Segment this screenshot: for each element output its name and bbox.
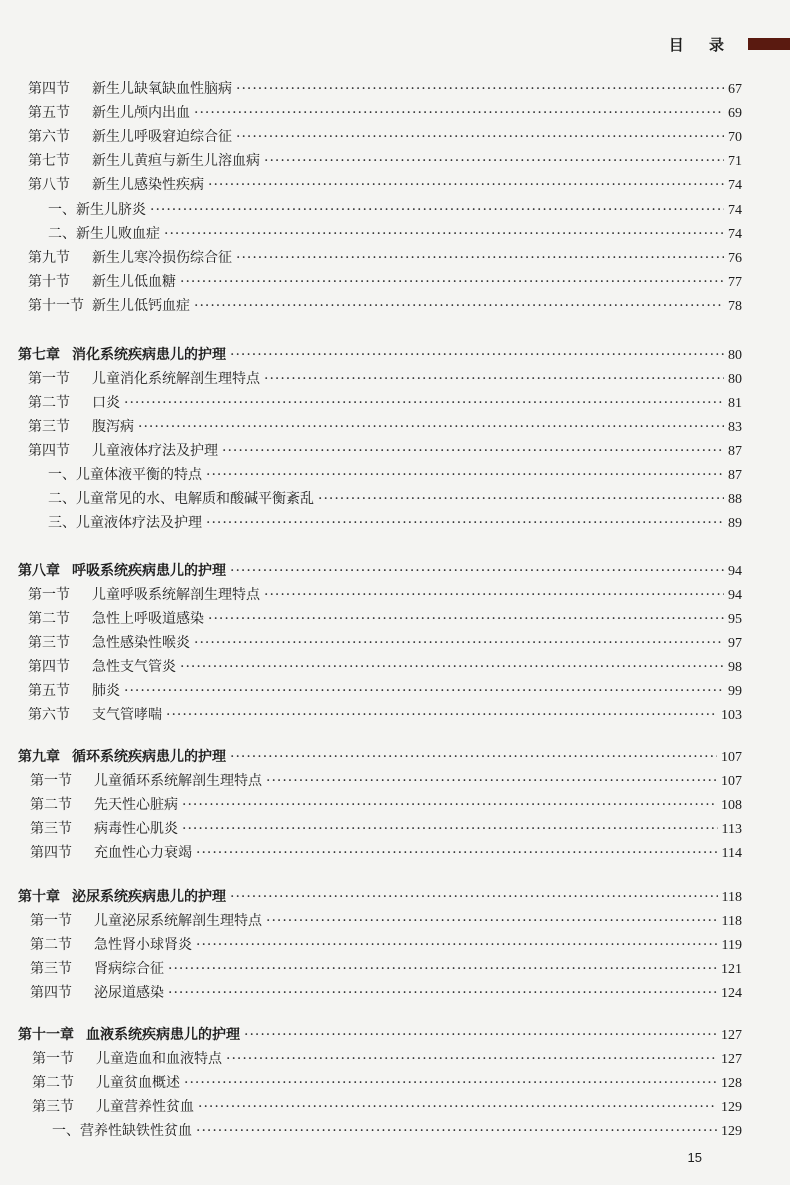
toc-page-number: 107 [721,750,742,765]
toc-entry-label [28,128,232,146]
toc-entry-title: 口炎 [92,395,120,411]
toc-page-number: 76 [728,251,742,266]
toc-subsection-row [48,466,742,484]
toc-leader-dots [196,844,718,862]
toc-entry-title: 儿童贫血概述 [96,1075,180,1091]
toc-page-number: 98 [728,660,742,675]
toc-page-number: 74 [728,178,742,193]
toc-leader-dots [206,514,724,532]
toc-entry-title: 病毒性心肌炎 [94,821,178,837]
toc-entry-title: 泌尿系统疾病患儿的护理 [72,889,226,905]
toc-leader-dots [318,490,724,508]
toc-entry-number: 第十节 [28,274,70,290]
toc-entry-label [28,682,120,700]
toc-entry-label [28,586,260,604]
toc-entry-label [30,796,178,814]
toc-entry-number: 第四节 [30,845,72,861]
toc-page-number: 78 [728,299,742,314]
toc-leader-dots [182,796,717,814]
toc-entry-label [30,844,192,862]
toc-entry-title: 新生儿呼吸窘迫综合征 [92,129,232,145]
toc-section-row [28,586,742,604]
toc-leader-dots [138,418,724,436]
toc-section-row [28,297,742,315]
toc-section-row [30,772,742,790]
toc-section-row [30,936,742,954]
toc-section-row [32,1074,742,1092]
toc-entry-title: 新生儿低钙血症 [92,298,190,314]
toc-entry-label [48,490,314,508]
toc-subsection-row [48,514,742,532]
toc-page-number: 80 [728,372,742,387]
toc-entry-label [48,225,160,243]
toc-leader-dots [206,466,724,484]
toc-entry-number: 第三节 [30,821,72,837]
toc-entry-label [28,418,134,436]
toc-entry-label [28,249,232,267]
toc-entry-number: 第十章 [18,889,60,905]
toc-entry-title: 充血性心力衰竭 [94,845,192,861]
toc-leader-dots [124,682,724,700]
toc-chapter-row [18,748,742,766]
toc-entry-title: 新生儿寒冷损伤综合征 [92,250,232,266]
toc-page-number: 89 [728,516,742,531]
toc-entry-number: 第一节 [32,1051,74,1067]
toc-leader-dots [266,912,718,930]
toc-entry-number: 第六节 [28,707,70,723]
toc-page-number: 97 [728,636,742,651]
toc-entry-title: 消化系统疾病患儿的护理 [72,347,226,363]
toc-entry-number: 第四节 [28,443,70,459]
toc-entry-label [30,936,192,954]
toc-section-row [30,984,742,1002]
toc-entry-title: 儿童泌尿系统解剖生理特点 [94,913,262,929]
toc-entry-number: 第三节 [28,635,70,651]
toc-entry-title: 二、新生儿败血症 [48,226,160,242]
toc-entry-title: 儿童消化系统解剖生理特点 [92,371,260,387]
toc-entry-title: 儿童呼吸系统解剖生理特点 [92,587,260,603]
toc-entry-title: 二、儿童常见的水、电解质和酸碱平衡紊乱 [48,491,314,507]
toc-section-row [28,273,742,291]
toc-entry-number: 第一节 [28,371,70,387]
toc-leader-dots [230,888,718,906]
toc-leader-dots [208,610,724,628]
toc-page-number: 71 [728,154,742,169]
toc-leader-dots [264,152,724,170]
toc-leader-dots [266,772,717,790]
toc-leader-dots [184,1074,717,1092]
toc-leader-dots [236,128,724,146]
toc-entry-label [18,562,226,580]
toc-section-row [28,634,742,652]
toc-section-row [28,682,742,700]
toc-section-row [32,1098,742,1116]
toc-entry-number: 第七节 [28,153,70,169]
toc-leader-dots [236,249,724,267]
toc-page-number: 128 [721,1076,742,1091]
toc-section-row [30,796,742,814]
toc-leader-dots [230,748,717,766]
toc-entry-label [28,634,190,652]
toc-entry-label [28,273,176,291]
toc-entry-label [28,442,218,460]
toc-entry-label [32,1050,222,1068]
toc-entry-title: 儿童液体疗法及护理 [92,443,218,459]
toc-entry-title: 新生儿感染性疾病 [92,177,204,193]
toc-entry-number: 第二节 [30,937,72,953]
toc-entry-label [28,80,232,98]
toc-subsection-row [48,490,742,508]
toc-leader-dots [230,346,724,364]
toc-entry-label [28,104,190,122]
toc-page-number: 129 [721,1100,742,1115]
toc-entry-title: 三、儿童液体疗法及护理 [48,515,202,531]
toc-entry-label [28,176,204,194]
toc-page-number: 81 [728,396,742,411]
toc-page-number: 77 [728,275,742,290]
toc-entry-label [28,152,260,170]
toc-chapter-row [18,562,742,580]
toc-entry-number: 第四节 [30,985,72,1001]
toc-entry-title: 血液系统疾病患儿的护理 [86,1027,240,1043]
toc-section-row [28,658,742,676]
toc-entry-label [30,820,178,838]
toc-page-number: 119 [721,938,742,953]
toc-page-number: 118 [721,914,742,929]
toc-entry-label [30,912,262,930]
toc-entry-number: 第一节 [30,913,72,929]
toc-leader-dots [264,370,724,388]
toc-section-row [28,80,742,98]
toc-page-number: 87 [728,444,742,459]
toc-entry-title: 急性感染性喉炎 [92,635,190,651]
toc-entry-number: 第六节 [28,129,70,145]
toc-entry-label [30,984,164,1002]
toc-page-number: 121 [721,962,742,977]
toc-subsection-row [48,225,742,243]
toc-entry-number: 第九章 [18,749,60,765]
toc-leader-dots [182,820,718,838]
toc-page-number: 94 [728,588,742,603]
toc-entry-title: 一、儿童体液平衡的特点 [48,467,202,483]
toc-leader-dots [150,201,724,219]
toc-entry-title: 支气管哮喘 [92,707,162,723]
toc-leader-dots [236,80,724,98]
toc-entry-number: 第四节 [28,659,70,675]
toc-entry-number: 第三节 [30,961,72,977]
toc-leader-dots [180,658,724,676]
toc-entry-title: 新生儿颅内出血 [92,105,190,121]
toc-entry-title: 循环系统疾病患儿的护理 [72,749,226,765]
toc-entry-number: 第五节 [28,105,70,121]
toc-section-row [28,249,742,267]
toc-page-number: 83 [728,420,742,435]
toc-entry-label [32,1098,194,1116]
toc-page-number: 107 [721,774,742,789]
toc-entry-title: 新生儿缺氧缺血性脑病 [92,81,232,97]
toc-section-row [28,128,742,146]
toc-leader-dots [194,297,724,315]
toc-section-row [30,960,742,978]
toc-page-number: 70 [728,130,742,145]
toc-page-number: 118 [721,890,742,905]
toc-entry-number: 第四节 [28,81,70,97]
toc-entry-number: 第九节 [28,250,70,266]
toc-entry-label [28,297,190,315]
toc-entry-label [30,772,262,790]
toc-entry-number: 第五节 [28,683,70,699]
toc-section-row [28,152,742,170]
toc-entry-label [48,466,202,484]
toc-entry-title: 一、新生儿脐炎 [48,202,146,218]
toc-entry-title: 泌尿道感染 [94,985,164,1001]
toc-entry-number: 第八章 [18,563,60,579]
toc-section-row [30,820,742,838]
toc-entry-number: 第二节 [32,1075,74,1091]
toc-page-number: 99 [728,684,742,699]
toc-section-row [28,104,742,122]
header-title: 目 录 [668,35,734,54]
toc-leader-dots [226,1050,717,1068]
toc-entry-label [18,346,226,364]
toc-leader-dots [168,984,717,1002]
toc-page-number: 74 [728,227,742,242]
toc-section-row [28,610,742,628]
toc-section-row [28,706,742,724]
toc-section-row [28,370,742,388]
toc-page-number: 87 [728,468,742,483]
toc-page-number: 124 [721,986,742,1001]
toc-page-number: 74 [728,203,742,218]
toc-entry-title: 呼吸系统疾病患儿的护理 [72,563,226,579]
toc-page-number: 88 [728,492,742,507]
toc-leader-dots [124,394,724,412]
toc-entry-number: 第二节 [28,395,70,411]
toc-entry-label [52,1122,192,1140]
toc-entry-label [30,960,164,978]
toc-entry-title: 先天性心脏病 [94,797,178,813]
toc-entry-number: 第二节 [30,797,72,813]
toc-entry-title: 儿童造血和血液特点 [96,1051,222,1067]
toc-leader-dots [168,960,717,978]
toc-entry-number: 第二节 [28,611,70,627]
toc-entry-label [32,1074,180,1092]
toc-page-number: 94 [728,564,742,579]
toc-entry-number: 第十一章 [18,1027,74,1043]
toc-entry-number: 第十一节 [28,298,84,314]
toc-entry-title: 一、营养性缺铁性贫血 [52,1123,192,1139]
toc-leader-dots [244,1026,717,1044]
toc-section-row [30,844,742,862]
toc-entry-label [28,658,176,676]
toc-entry-title: 新生儿低血糖 [92,274,176,290]
toc-section-row [28,442,742,460]
toc-entry-label [18,888,226,906]
toc-leader-dots [194,634,724,652]
page-number: 15 [687,1150,702,1165]
toc-entry-title: 急性上呼吸道感染 [92,611,204,627]
toc-page-number: 69 [728,106,742,121]
toc-entry-number: 第三节 [28,419,70,435]
toc-leader-dots [196,1122,717,1140]
toc-section-row [28,418,742,436]
toc-leader-dots [194,104,724,122]
toc-leader-dots [222,442,724,460]
toc-entry-number: 第八节 [28,177,70,193]
toc-page-number: 127 [721,1052,742,1067]
toc-leader-dots [208,176,724,194]
toc-entry-title: 腹泻病 [92,419,134,435]
toc-leader-dots [164,225,724,243]
toc-entry-number: 第七章 [18,347,60,363]
toc-leader-dots [198,1098,717,1116]
toc-entry-title: 新生儿黄疸与新生儿溶血病 [92,153,260,169]
toc-leader-dots [196,936,718,954]
toc-entry-number: 第三节 [32,1099,74,1115]
toc-entry-number: 第一节 [30,773,72,789]
toc-page-number: 103 [721,708,742,723]
toc-page-number: 108 [721,798,742,813]
toc-entry-label [28,394,120,412]
toc-leader-dots [166,706,717,724]
toc-entry-title: 肺炎 [92,683,120,699]
toc-page-number: 80 [728,348,742,363]
toc-page-number: 129 [721,1124,742,1139]
toc-section-row [28,394,742,412]
toc-entry-title: 儿童循环系统解剖生理特点 [94,773,262,789]
toc-entry-title: 急性支气管炎 [92,659,176,675]
toc-section-row [32,1050,742,1068]
toc-subsection-row [48,201,742,219]
toc-entry-number: 第一节 [28,587,70,603]
toc-page-number: 114 [721,846,742,861]
toc-section-row [30,912,742,930]
toc-entry-label [28,706,162,724]
toc-entry-label [28,370,260,388]
toc-entry-title: 肾病综合征 [94,961,164,977]
toc-subsection-row [52,1122,742,1140]
toc-page-number: 127 [721,1028,742,1043]
toc-chapter-row [18,1026,742,1044]
toc-leader-dots [180,273,724,291]
toc-entry-label [48,201,146,219]
toc-entry-label [18,1026,240,1044]
toc-entry-title: 儿童营养性贫血 [96,1099,194,1115]
toc-section-row [28,176,742,194]
toc-chapter-row [18,346,742,364]
toc-leader-dots [230,562,724,580]
toc-page-number: 67 [728,82,742,97]
toc-entry-label [28,610,204,628]
toc-entry-label [18,748,226,766]
toc-page-number: 95 [728,612,742,627]
toc-page-number: 113 [721,822,742,837]
toc-entry-label [48,514,202,532]
toc-chapter-row [18,888,742,906]
toc-entry-title: 急性肾小球肾炎 [94,937,192,953]
toc-leader-dots [264,586,724,604]
